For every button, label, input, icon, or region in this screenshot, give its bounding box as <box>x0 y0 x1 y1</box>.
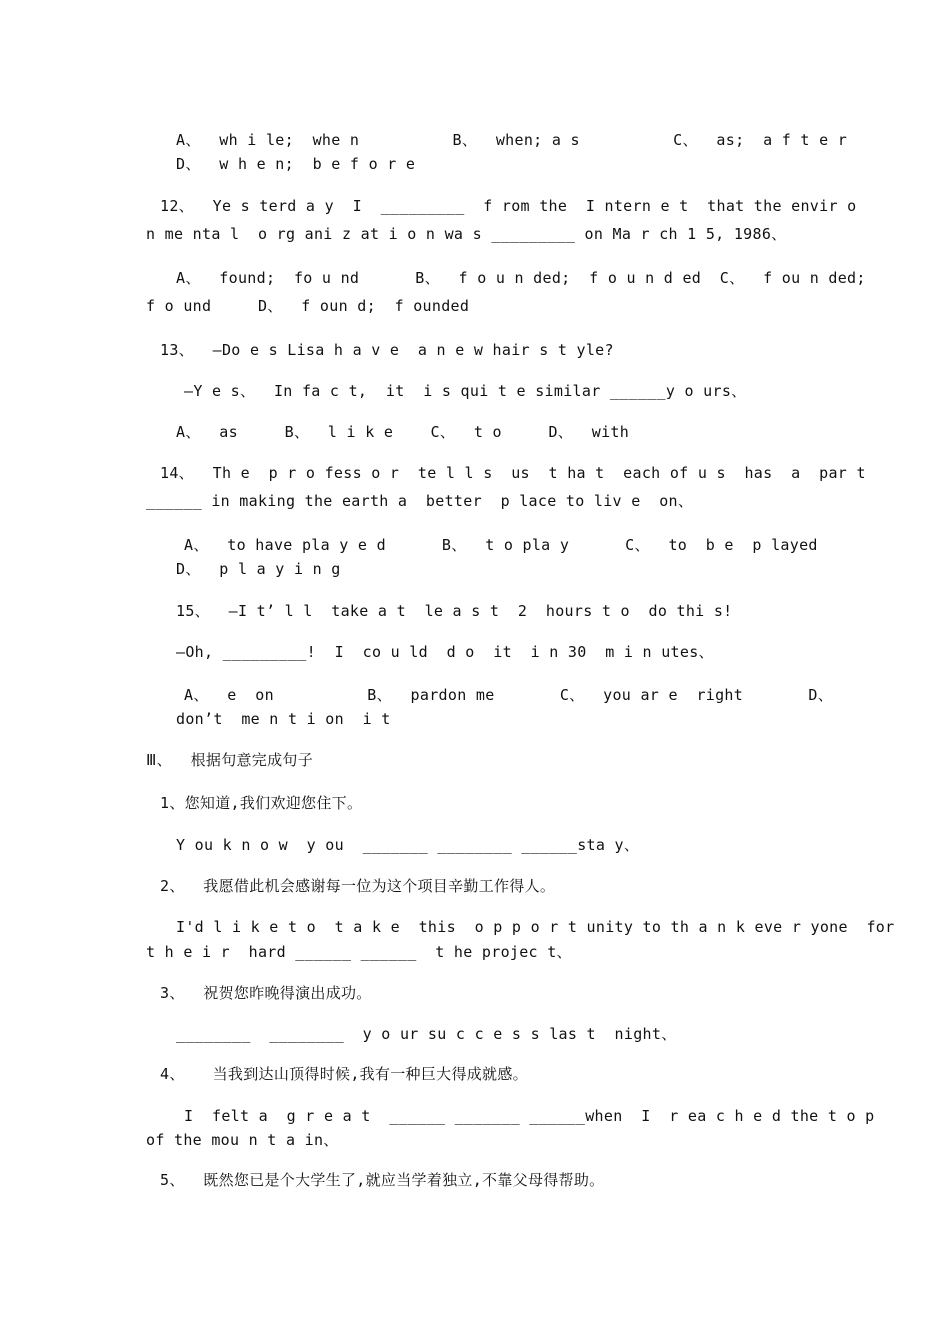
s2-english-line-1: I'd l i k e t o t a k e this o p p o r t unity to th a n k eve r yone for <box>176 918 895 936</box>
s3-english: ________ ________ y o ur su c c e s s las t night、 <box>176 1025 677 1043</box>
s2-chinese: 2、 我愿借此机会感谢每一位为这个项目辛勤工作得人。 <box>160 877 556 895</box>
q14-options-line-1: A、 to have pla y e d B、 t o pla y C、 to b e p layed <box>184 536 818 554</box>
q14-stem-line-1: 14、 Th e p r o fess o r te l l s us t ha t each of u s has a par t <box>160 464 866 482</box>
q15-options-line-1: A、 e on B、 pardon me C、 you ar e right D、 <box>184 686 834 704</box>
s1-english: Y ou k n o w y ou _______ ________ ______sta y、 <box>176 836 640 854</box>
q15-stem-line-2: —Oh, _________! I co u ld d o it i n 30 m i n utes、 <box>176 643 714 661</box>
q13-stem-line-2: —Y e s、 In fa c t, it i s qui t e similar ______y o urs、 <box>184 382 747 400</box>
q13-options-line: A、 as B、 l i k e C、 t o D、 with <box>176 423 630 441</box>
s4-chinese: 4、 当我到达山顶得时候,我有一种巨大得成就感。 <box>160 1065 528 1083</box>
q15-stem-line-1: 15、 —I t’ l l take a t le a s t 2 hours t o do thi s! <box>176 602 733 620</box>
q11-options-line-2: D、 w h e n; b e f o r e <box>176 155 416 173</box>
q12-stem-line-1: 12、 Ye s terd a y I _________ f rom the I ntern e t that the envir o <box>160 197 857 215</box>
q12-stem-line-2: n me nta l o rg ani z at i o n wa s _________ on Ma r ch 1 5, 1986、 <box>146 225 787 243</box>
s1-chinese: 1、您知道,我们欢迎您住下。 <box>160 794 363 812</box>
q13-stem-line-1: 13、 —Do e s Lisa h a v e a n e w hair s t yle? <box>160 341 614 359</box>
s4-english-line-1: I felt a g r e a t ______ _______ ______when I r ea c h e d the t o p <box>184 1107 875 1125</box>
s5-chinese: 5、 既然您已是个大学生了,就应当学着独立,不靠父母得帮助。 <box>160 1171 605 1189</box>
q12-options-line-1: A、 found; fo u nd B、 f o u n ded; f o u n d ed C、 f ou n ded; <box>176 269 866 287</box>
q12-options-line-2: f o und D、 f oun d; f ounded <box>146 297 470 315</box>
s3-chinese: 3、 祝贺您昨晚得演出成功。 <box>160 984 372 1002</box>
s4-english-line-2: of the mou n t a in、 <box>146 1131 339 1149</box>
q14-options-line-2: D、 p l a y i n g <box>176 560 341 578</box>
s2-english-line-2: t h e i r hard ______ ______ t he projec t、 <box>146 943 572 961</box>
q11-options-line-1: A、 wh i le; whe n B、 when; a s C、 as; a f t e r <box>176 131 848 149</box>
q15-options-line-2: don’t me n t i on i t <box>176 710 391 728</box>
q14-stem-line-2: ______ in making the earth a better p lace to liv e on、 <box>146 492 694 510</box>
section-3-heading: Ⅲ、 根据句意完成句子 <box>146 751 314 769</box>
